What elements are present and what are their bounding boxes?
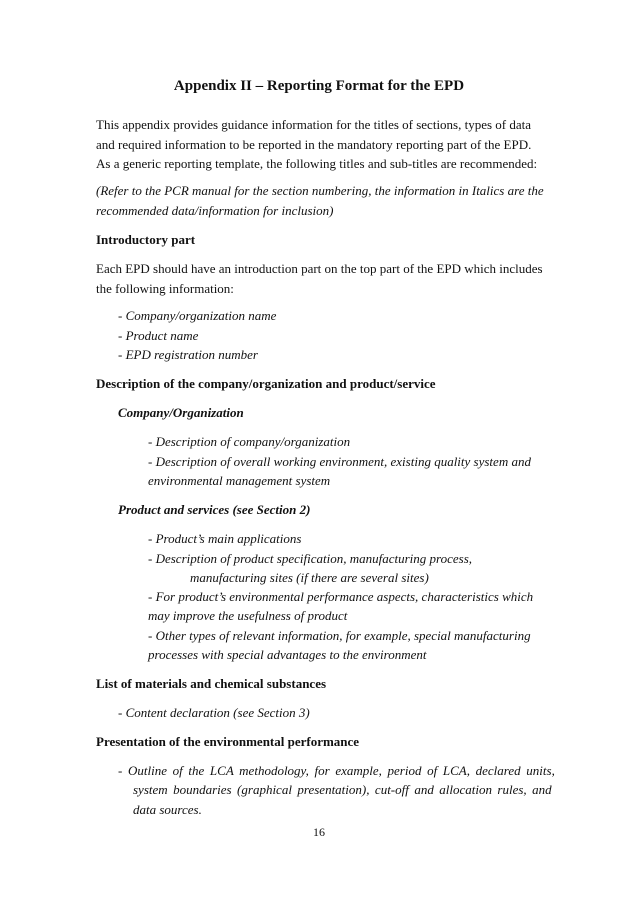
intro-line-2: and required information to be reported in the mandatory reporting part of the EPD. — [96, 137, 532, 152]
company-line-1: - Description of company/organization — [148, 434, 351, 449]
product-line-1: - Product’s main applications — [148, 531, 302, 546]
product-line-5: may improve the usefulness of product — [148, 608, 348, 623]
introductory-item-3: - EPD registration number — [118, 347, 258, 362]
product-line-4: - For product’s environmental performance aspects, characteristics which — [148, 589, 534, 604]
subheading-product: Product and services (see Section 2) — [118, 502, 311, 517]
introductory-item-1: - Company/organization name — [118, 308, 277, 323]
heading-introductory-part: Introductory part — [96, 232, 196, 247]
note-line-1: (Refer to the PCR manual for the section numbering, the information in Italics are the — [96, 183, 544, 198]
product-line-6: - Other types of relevant information, for example, special manufacturing — [148, 628, 531, 643]
introductory-text-line-1: Each EPD should have an introduction part on the top part of the EPD which includes — [96, 261, 543, 276]
heading-description: Description of the company/organization and product/service — [96, 376, 436, 391]
intro-line-1: This appendix provides guidance information for the titles of sections, types of data — [96, 117, 532, 132]
page-title: Appendix II – Reporting Format for the EPD — [173, 78, 465, 94]
intro-line-3: As a generic reporting template, the following titles and sub-titles are recommended: — [96, 156, 538, 171]
materials-item: - Content declaration (see Section 3) — [118, 705, 310, 720]
performance-line-2: system boundaries (graphical presentation), cut-off and allocation rules, and — [133, 782, 552, 797]
product-line-7: processes with special advantages to the environment — [148, 647, 427, 662]
introductory-text-line-2: the following information: — [96, 281, 234, 296]
subheading-company: Company/Organization — [118, 405, 244, 420]
introductory-item-2: - Product name — [118, 328, 199, 343]
note-line-2: recommended data/information for inclusion) — [96, 203, 334, 218]
company-line-3: environmental management system — [148, 473, 331, 488]
heading-materials: List of materials and chemical substances — [96, 676, 327, 691]
company-line-2: - Description of overall working environment, existing quality system and — [148, 454, 531, 469]
page-number: 16 — [313, 825, 325, 839]
product-line-2: - Description of product specification, manufacturing process, — [148, 551, 472, 566]
heading-performance: Presentation of the environmental performance — [96, 734, 360, 749]
performance-line-3: data sources. — [133, 802, 202, 817]
performance-line-1: - Outline of the LCA methodology, for example, period of LCA, declared units, — [118, 763, 555, 778]
product-line-3: manufacturing sites (if there are several sites) — [190, 570, 429, 585]
